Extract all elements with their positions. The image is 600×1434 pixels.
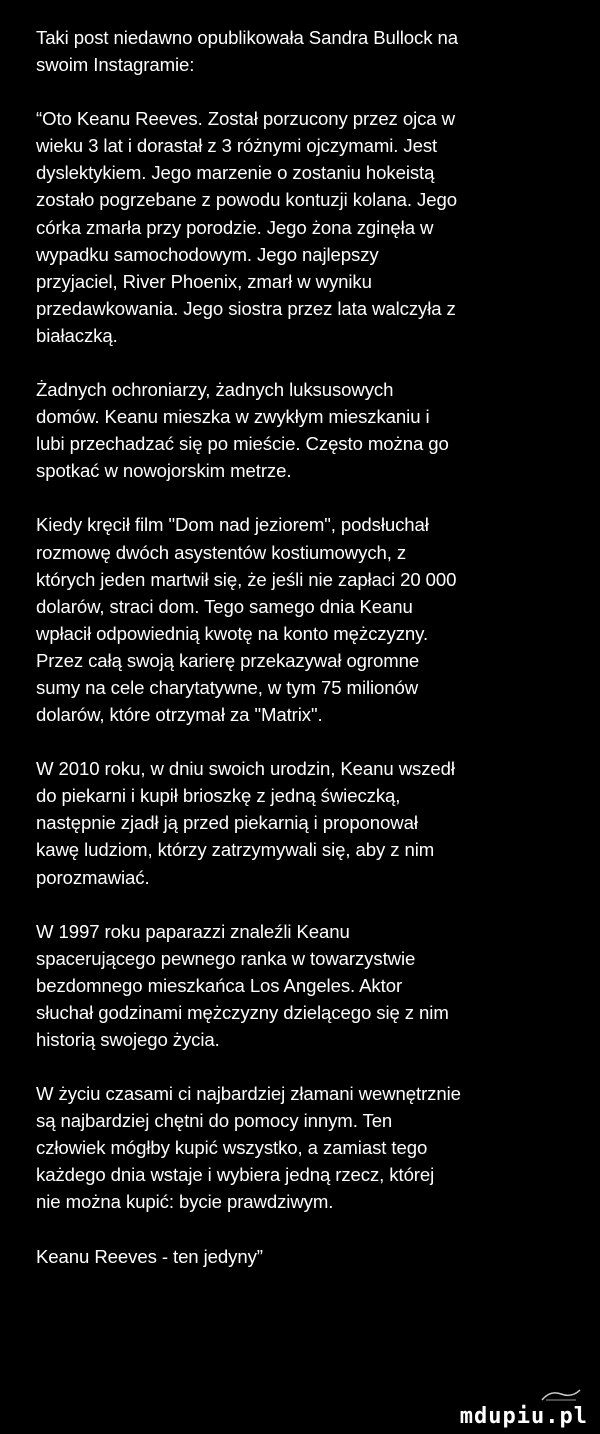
post-text: [36, 24, 576, 1270]
site-watermark: [460, 1404, 588, 1430]
intro-paragraph: Taki post niedawno opublikowała Sandra Bullock na swoim Instagramie:: [36, 27, 458, 76]
watermark-text: mdupiu.pl: [459, 1404, 588, 1429]
quote-paragraph-birthday: W 2010 roku, w dniu swoich urodzin, Keanu wszedł do piekarni i kupił brioszkę z jedną świeczką, następnie zjadł ją przed piekarnią i proponował kawę ludziom, którzy zatrzymywali się, aby z nim porozmawiać.: [36, 758, 455, 888]
quote-paragraph-lake-house: Kiedy kręcił film "Dom nad jeziorem", podsłuchał rozmowę dwóch asystentów kostiumowych, z których jeden martwił się, że jeśli nie zapłaci 20 000 dolarów, straci dom. Tego samego dnia Keanu wpłacił odpowiednią kwotę na konto mężczyzny. Przez całą swoją karierę przekazywał ogromne sumy na cele charytatywne, w tym 75 milionów dolarów, które otrzymał za "Matrix".: [36, 514, 457, 726]
quote-signature: Keanu Reeves - ten jedyny”: [36, 1245, 263, 1267]
quote-paragraph-conclusion: W życiu czasami ci najbardziej złamani wewnętrznie są najbardziej chętni do pomocy innym. Ten człowiek mógłby kupić wszystko, a zamiast tego każdego dnia wstaje i wybiera jedną rzecz, której nie można kupić: bycie prawdziwym.: [36, 1083, 461, 1213]
watermark-logo-icon: [540, 1388, 582, 1402]
quote-paragraph-lifestyle: Żadnych ochroniarzy, żadnych luksusowych domów. Keanu mieszka w zwykłym mieszkaniu i lubi przechadzać się po mieście. Często można go spotkać w nowojorskim metrze.: [36, 379, 449, 482]
quote-paragraph-paparazzi: W 1997 roku paparazzi znaleźli Keanu spacerującego pewnego ranka w towarzystwie bezdomnego mieszkańca Los Angeles. Aktor słuchał godzinami mężczyzny dzielącego się z nim historią swojego życia.: [36, 920, 449, 1050]
quote-paragraph-tragedies: “Oto Keanu Reeves. Został porzucony przez ojca w wieku 3 lat i dorastał z 3 różnymi ojczymami. Jest dyslektykiem. Jego marzenie o zostaniu hokeistą zostało pogrzebane z powodu kontuzji kolana. Jego córka zmarła przy porodzie. Jego żona zginęła w wypadku samochodowym. Jego najlepszy przyjaciel, River Phoenix, zmarł w wyniku przedawkowania. Jego siostra przez lata walczyła z białaczką.: [36, 108, 457, 346]
